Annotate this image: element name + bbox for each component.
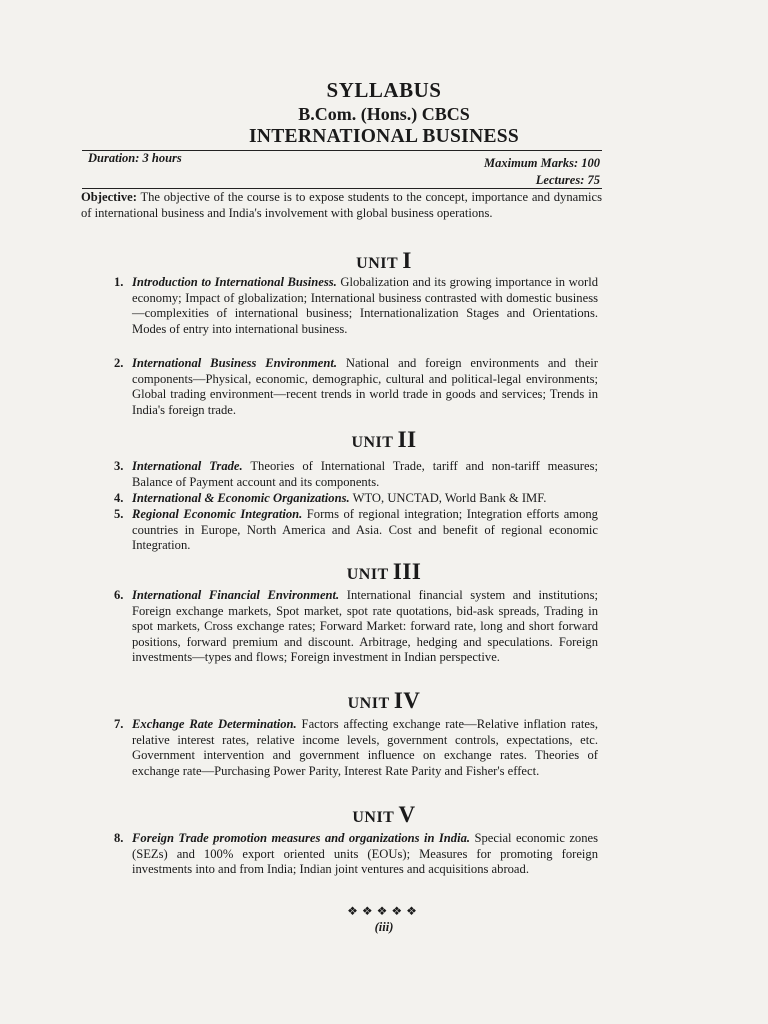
syllabus-item-8: 8. Foreign Trade promotion measures and organizations in India. Special economic zones (SEZs) and 100% export oriented units (EOUs); Measures for promoting foreign investments into and from India; Indian joint ventures and acquisitions abroad. bbox=[114, 831, 598, 877]
syllabus-item-2: 2. International Business Environment. National and foreign environments and their components—Physical, economic, demographic, cultural and political-legal environments; Global trading environment—recent trends in world trade in goods and services; Trends in India's foreign trade. bbox=[114, 356, 598, 417]
ornament-divider: ❖❖❖❖❖ bbox=[347, 904, 421, 918]
objective-text: The objective of the course is to expose students to the concept, importance and dynamics of international business and India's involvement with global business operations. bbox=[81, 190, 602, 220]
item-heading: International Business Environment. bbox=[132, 356, 337, 370]
lectures-text: Lectures: 75 bbox=[535, 173, 600, 187]
unit-5-heading: UNIT V bbox=[352, 802, 416, 827]
unit-1-heading: UNIT I bbox=[356, 248, 412, 273]
item-heading: Introduction to International Business. bbox=[132, 275, 337, 289]
syllabus-item-3: 3. International Trade. Theories of International Trade, tariff and non-tariff measures; Balance of Payment account and its components. bbox=[114, 459, 598, 489]
objective-label: Objective: bbox=[81, 190, 137, 204]
unit-2-heading: UNIT II bbox=[351, 427, 417, 452]
course-title: INTERNATIONAL BUSINESS bbox=[248, 126, 520, 147]
syllabus-item-1: 1. Introduction to International Business. Globalization and its growing importance in world economy; Impact of globalization; International business contrasted with domestic business—complexities of international business; Internationalization Stages and Orientations. Modes of entry into international business. bbox=[114, 275, 599, 336]
max-marks-text: Maximum Marks: 100 bbox=[484, 156, 600, 170]
unit-3-heading: UNIT III bbox=[346, 559, 422, 584]
unit-4-heading: UNIT IV bbox=[347, 688, 421, 713]
syllabus-item-6: 6. International Financial Environment. International financial system and institutions; Foreign exchange markets, Spot market, spot rate quotations, bid-ask spreads, Trading in spot markets, Cross exchange rates; Forward Market: forward rate, long and short forward positions, forward premium and discount. Arbitrage, hedging and speculations. Foreign investments—types and flows; Foreign investment in Indian perspective. bbox=[114, 588, 598, 665]
item-body: Theories of International Trade, tariff and non-tariff measures; Balance of Payment account and its components. bbox=[132, 459, 598, 489]
page-title: SYLLABUS bbox=[326, 78, 442, 102]
item-body: WTO, UNCTAD, World Bank & IMF. bbox=[349, 491, 547, 505]
item-body: International financial system and institutions; Foreign exchange markets, Spot market, spot rate quotations, bid-ask spreads, Trading in spot markets, Cross exchange rates; Forward Market: forward rate, long and short forward positions, forward premium and discount. Arbitrage, hedging and speculations. Foreign investments—types and flows; Foreign investment in Indian perspective. bbox=[132, 588, 598, 665]
program-subtitle: B.Com. (Hons.) CBCS bbox=[298, 104, 470, 124]
item-body: National and foreign environments and their components—Physical, economic, demographic, cultural and political-legal environments; Global trading environment—recent trends in world trade in goods and services; Trends in India's foreign trade. bbox=[132, 356, 598, 417]
item-heading: Regional Economic Integration. bbox=[132, 507, 303, 521]
item-heading: International Trade. bbox=[132, 459, 243, 473]
objective-paragraph bbox=[81, 190, 602, 221]
item-body: Globalization and its growing importance in world economy; Impact of globalization; International business contrasted with domestic business—complexities of international business; Internationalization Stages and Orientations. Modes of entry into international business. bbox=[132, 275, 599, 336]
syllabus-item-7: 7. Exchange Rate Determination. Factors affecting exchange rate—Relative inflation rates, relative interest rates, relative income levels, government controls, expectations, etc. Government intervention and government influence on exchange rates. Theories of exchange rate—Purchasing Power Parity, Interest Rate Parity and Fisher's effect. bbox=[114, 717, 598, 778]
syllabus-item-4: 4. International & Economic Organizations. WTO, UNCTAD, World Bank & IMF. bbox=[114, 491, 547, 505]
page-number: (iii) bbox=[374, 920, 394, 934]
item-body: Forms of regional integration; Integration efforts among countries in Europe, North America and Asia. Cost and benefit of regional economic Integration. bbox=[132, 507, 598, 553]
item-heading: International & Economic Organizations. bbox=[132, 491, 350, 505]
item-heading: Exchange Rate Determination. bbox=[132, 717, 297, 731]
syllabus-item-5: 5. Regional Economic Integration. Forms of regional integration; Integration efforts among countries in Europe, North America and Asia. Cost and benefit of regional economic Integration. bbox=[114, 507, 598, 553]
item-heading: International Financial Environment. bbox=[132, 588, 340, 602]
item-body: Special economic zones (SEZs) and 100% export oriented units (EOUs); Measures for promoting foreign investments into and from India; Indian joint ventures and acquisitions abroad. bbox=[132, 831, 598, 877]
bottom-rule bbox=[82, 188, 602, 189]
item-heading: Foreign Trade promotion measures and organizations in India. bbox=[132, 831, 471, 845]
item-body: Factors affecting exchange rate—Relative inflation rates, relative interest rates, relative income levels, government controls, expectations, etc. Government intervention and government influence on exchange rates. Theories of exchange rate—Purchasing Power Parity, Interest Rate Parity and Fisher's effect. bbox=[132, 717, 598, 778]
duration-text: Duration: 3 hours bbox=[88, 151, 182, 165]
